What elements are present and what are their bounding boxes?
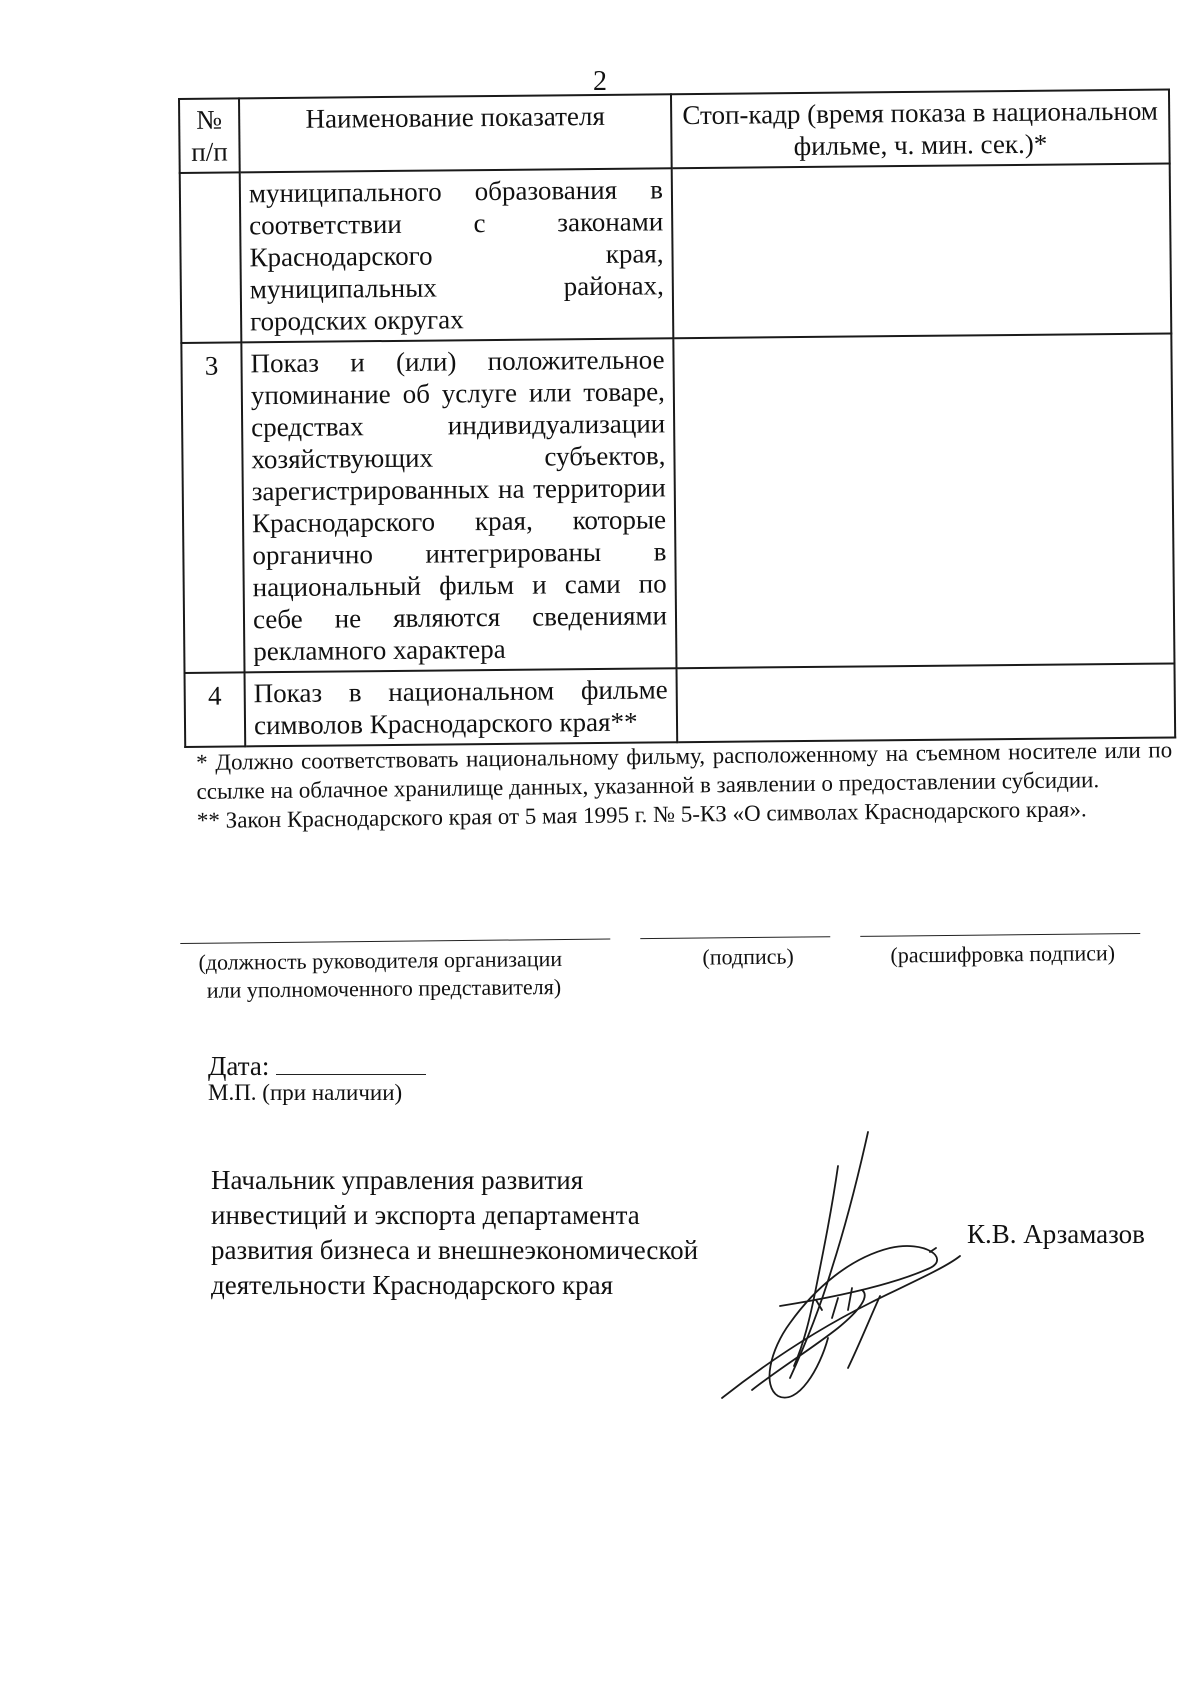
table-row (180, 163, 1172, 342)
row-number (180, 172, 242, 343)
indicator-table (178, 88, 1176, 747)
table-row (185, 663, 1176, 746)
row-stopframe-value (672, 163, 1172, 338)
chief-title-line: Начальник управления развития (211, 1165, 584, 1195)
footnote-2: ** Закон Краснодарского края от 5 мая 1995 г. № 5-КЗ «О символах Краснодарского края». (196, 796, 1087, 833)
handwritten-signature (720, 1128, 980, 1408)
row-indicator-name: Показ в национальном фильме символов Краснодарского края** (245, 668, 678, 746)
row-indicator-name: Показ и (или) положительное упоминание об услуге или товаре, средствах индивидуализации хозяйствующих субъектов, зарегистрированных на территории Краснодарского края, которые органично интегрированы в национальный фильм и сами по себе не являются сведениями рекламного характера (241, 338, 676, 672)
position-caption-line2: или уполномоченного представителя) (206, 974, 562, 1003)
date-field (208, 1050, 426, 1081)
position-line (180, 938, 610, 944)
footnote-1: * Должно соответствовать национальному фильму, расположенному на съемном носителе или по ссылке на облачное хранилище данных, указанной в заявлении о предоставлении субсидии. (196, 737, 1173, 804)
row-stopframe-value (673, 333, 1174, 668)
signature-fields (180, 905, 1171, 1015)
date-label: Дата: (208, 1051, 270, 1081)
page-number: 2 (593, 66, 607, 97)
table-header-row (179, 89, 1170, 172)
indicator-table-wrapper (178, 88, 1174, 747)
header-number: № п/п (179, 98, 240, 173)
signature-caption: (подпись) (702, 943, 794, 970)
chief-title-line: развития бизнеса и внешнеэкономической (211, 1235, 699, 1265)
stamp-label: М.П. (при наличии) (208, 1080, 403, 1105)
row-number: 3 (181, 342, 244, 673)
header-stopframe: Стоп-кадр (время показа в национальном фильме, ч. мин. сек.)* (671, 89, 1170, 168)
position-caption-line1: (должность руководителя организации (198, 946, 563, 975)
chief-name: К.В. Арзамазов (967, 1219, 1145, 1249)
chief-title-line: деятельности Краснодарского края (211, 1270, 614, 1300)
date-line (276, 1050, 426, 1075)
row-indicator-name: муниципального образования в соответствии с законами Краснодарского края, муниципальных районах, городских округах (240, 168, 674, 342)
row-number: 4 (185, 672, 246, 747)
chief-title (211, 1163, 698, 1303)
signature-line (640, 936, 830, 939)
decode-line (860, 933, 1140, 937)
table-row (181, 333, 1174, 672)
position-caption (198, 945, 562, 1005)
chief-title-line: инвестиций и экспорта департамента (211, 1200, 640, 1230)
row-stopframe-value (676, 663, 1175, 742)
header-indicator-name: Наименование показателя (239, 94, 672, 172)
decode-caption: (расшифровка подписи) (890, 940, 1116, 968)
footnotes (196, 735, 1173, 835)
